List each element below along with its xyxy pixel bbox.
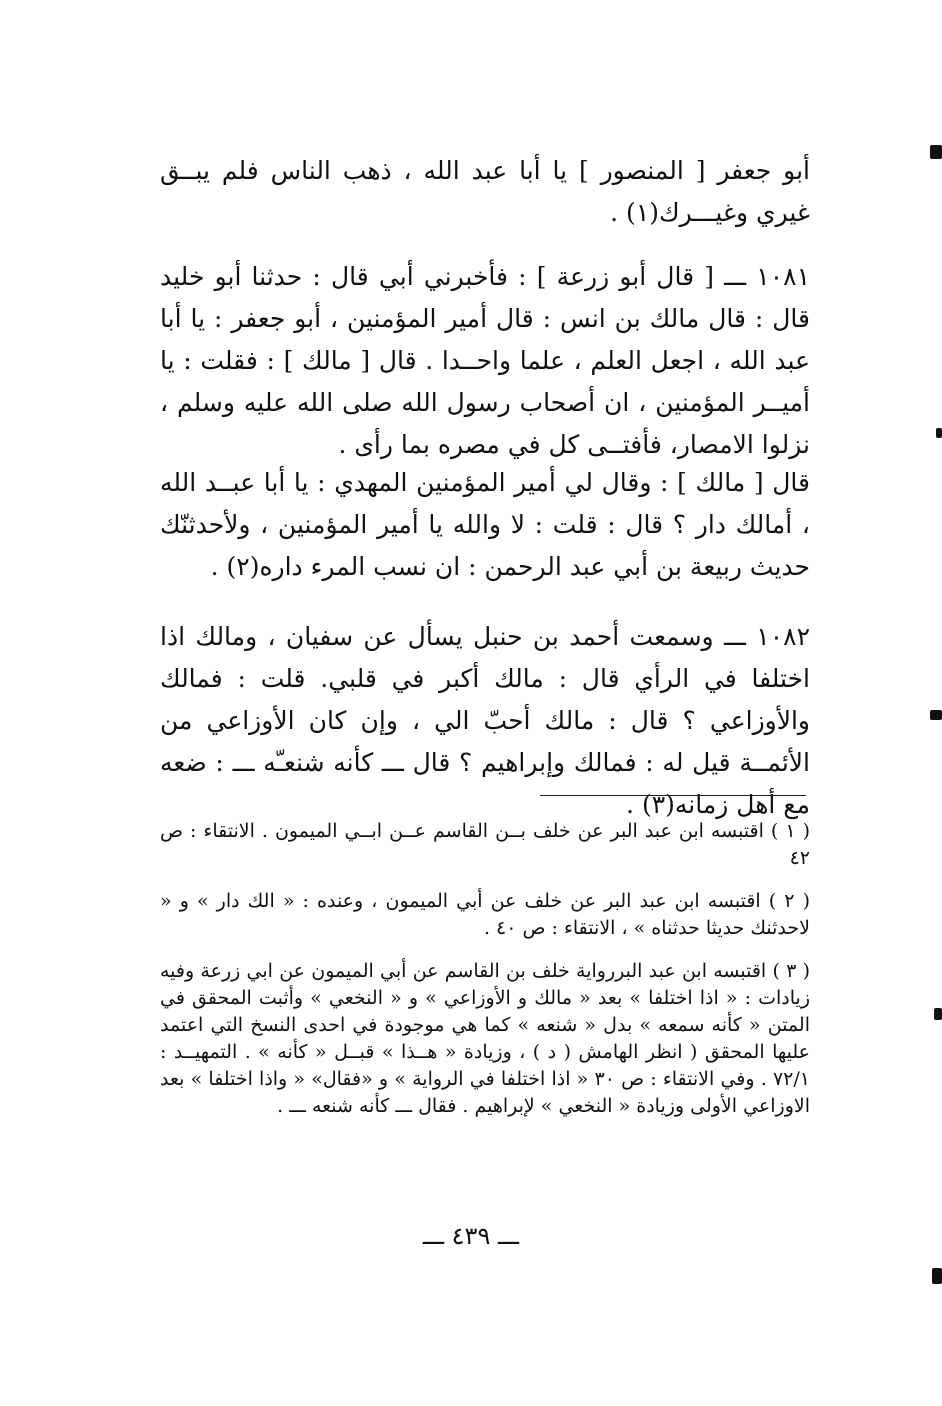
edge-mark	[930, 145, 942, 159]
footnote-divider	[540, 795, 806, 796]
paragraph-1081: ١٠٨١ ـــ [ قال أبو زرعة ] : فأخبرني أبي قال : حدثنا أبو خليد قال : قال مالك بن انس : قال أمير المؤمنين ، أبو جعفر : يا أبا عبد الله ، اجعل العلم ، علما واحــدا . قال [ مالك ] : فقلت : يا أميــر المؤمنين ، ان أصحاب رسول الله صلى الله عليه وسلم ، نزلوا الامصار، فأفتــى كل في مصره بما رأى .	[160, 262, 810, 459]
paragraph-1081-continued: قال [ مالك ] : وقال لي أمير المؤمنين المهدي : يا أبا عبــد الله ، أمالك دار ؟ قال : قلت : لا والله يا أمير المؤمنين ، ولأحدثنّك حديث ربيعة بن أبي عبد الرحمن : ان نسب المرء داره(٢) .	[160, 468, 810, 581]
page-number: ـــ ٤٣٩ ـــ	[422, 1222, 520, 1250]
edge-mark	[930, 710, 942, 720]
edge-mark	[936, 428, 942, 438]
edge-mark	[932, 1268, 942, 1284]
footnote-1: ( ١ ) اقتبسه ابن عبد البر عن خلف بــن القاسم عــن ابــي الميمون . الانتقاء : ص ٤٢	[160, 820, 810, 869]
edge-mark	[934, 1008, 942, 1020]
paragraph-1082: ١٠٨٢ ـــ وسمعت أحمد بن حنبل يسأل عن سفيان ، ومالك اذا اختلفا في الرأي قال : مالك أكبر في قلبي. قلت : فمالك والأوزاعي ؟ قال : مالك أحبّ الي ، وإن كان الأوزاعي من الأئمــة قيل له : فمالك وإبراهيم ؟ قال ـــ كأنه شنعـّه ـــ : ضعه مع أهل زمانه(٣) .	[160, 622, 810, 819]
footnote-2: ( ٢ ) اقتبسه ابن عبد البر عن خلف عن أبي الميمون ، وعنده : « الك دار » و « لاحدثنك حديثا حدثناه » ، الانتقاء : ص ٤٠ .	[160, 890, 811, 939]
footnote-3: ( ٣ ) اقتبسه ابن عبد البررواية خلف بن القاسم عن أبي الميمون عن ابي زرعة وفيه زيادات : « اذا اختلفا » بعد « مالك و الأوزاعي » و « النخعي » وأثبت المحقق في المتن « كأنه سمعه » بدل « شنعه » كما هي موجودة في احدى النسخ التي اعتمد عليها المحقق ( انظر الهامش ( د ) ، وزيادة « هــذا » قبــل « كأنه » . التمهيــد : ٧٢/١ . وفي الانتقاء : ص ٣٠ « اذا اختلفا في الرواية » و «فقال» « واذا اختلفا » بعد الاوزاعي الأولى وزيادة « النخعي » لإبراهيم . فقال ـــ كأنه شنعه ـــ .	[160, 960, 811, 1117]
paragraph-intro: أبو جعفر [ المنصور ] يا أبا عبد الله ، ذهب الناس فلم يبــق غيري وغيـــرك(١) .	[160, 156, 810, 227]
